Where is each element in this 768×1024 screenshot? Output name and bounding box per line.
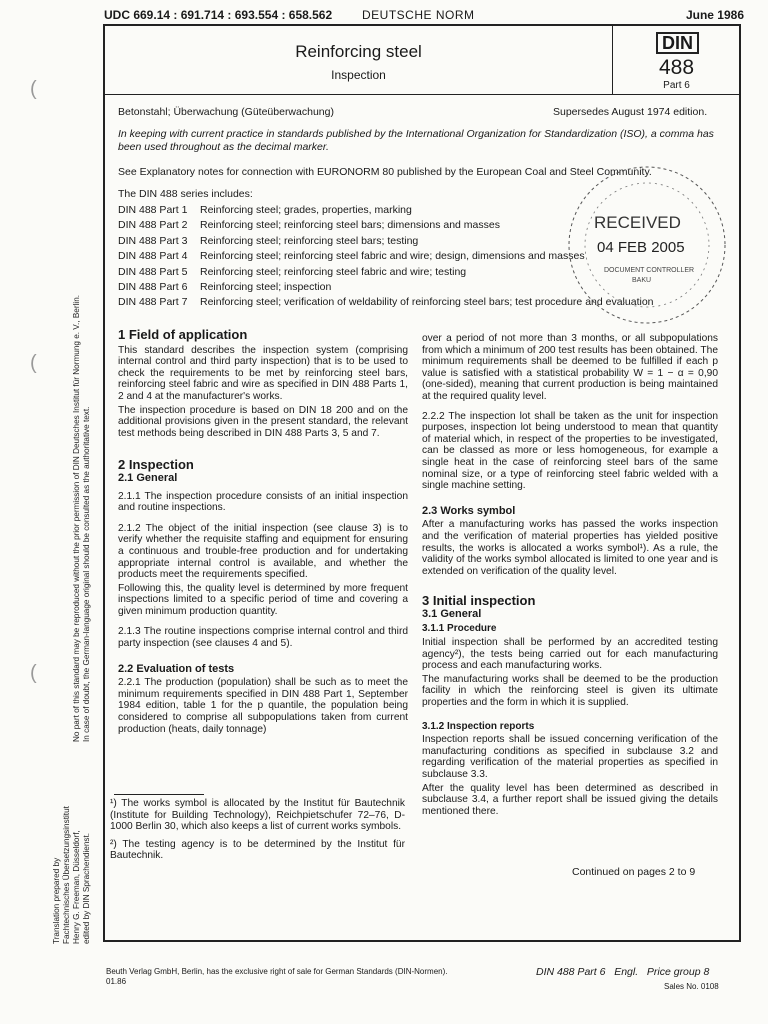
section-2-2-heading: 2.2 Evaluation of tests bbox=[118, 662, 235, 675]
translation-credit-2: Fachtechnisches Übersetzungsinstitut bbox=[62, 806, 71, 944]
list-item: DIN 488 Part 7 Reinforcing steel; verification of weldability of reinforcing steel bars; test procedure and evaluation bbox=[118, 296, 654, 309]
stamp-line2: BAKU bbox=[632, 277, 652, 284]
header-bar bbox=[104, 8, 744, 24]
document-subtitle: Inspection bbox=[331, 68, 386, 82]
section-3-1-heading: 3.1 General bbox=[422, 607, 482, 620]
series-intro: The DIN 488 series includes: bbox=[118, 188, 253, 200]
issue-code: 01.86 bbox=[106, 977, 127, 986]
s222-paragraph: 2.2.2 The inspection lot shall be taken as the unit for inspection purposes, inspection lot being understood to mean that quantity of material which, in respect of the properties to be investigated, can be classed as more or less homogeneous, for example a single heat in the case of reinforcing steel bars of the same nominal size, or a type of reinforcing steel fabric welded with a single machine setting. bbox=[422, 410, 718, 492]
section-3-heading: 3 Initial inspection bbox=[422, 593, 536, 609]
s221-continuation: over a period of not more than 3 months, or all subpopulations from which a minimum of 200 test results has been obtained. The minimum requirements shall be deemed to be fulfilled if each p value is satisfied with a statistical probability W = 1 − α = 0,90 (one-sided), meaning that current production is being maintained at the required quality level. bbox=[422, 333, 718, 402]
footnote-2: ²) The testing agency is to be determined by the Institut für Bautechnik. bbox=[110, 838, 405, 862]
publisher-note: Beuth Verlag GmbH, Berlin, has the exclusive right of sale for German Standards (DIN-Normen). bbox=[106, 967, 448, 976]
section-1-heading: 1 Field of application bbox=[118, 327, 248, 342]
stamp-date: 04 FEB 2005 bbox=[597, 239, 685, 256]
s312-paragraph-2: After the quality level has been determined as described in subclause 3.4, a further report shall be issued giving the details mentioned there. bbox=[422, 782, 718, 817]
translation-credit-1: Translation prepared by bbox=[52, 857, 61, 944]
din-logo: DIN bbox=[656, 32, 699, 54]
list-item: DIN 488 Part 4 Reinforcing steel; reinforcing steel fabric and wire; design, dimensions and masses bbox=[118, 250, 585, 263]
s23-paragraph: After a manufacturing works has passed the works inspection and the verification of material properties has yielded positive results, the works is allocated a works symbol¹). As a rule, the validity of the works symbol allocated is limited to one year and is extended on verification of the quality level. bbox=[422, 519, 718, 577]
section-3-1-1-heading: 3.1.1 Procedure bbox=[422, 623, 497, 635]
section-2-1-heading: 2.1 General bbox=[118, 471, 178, 484]
document-reference: DIN 488 Part 6 Engl. Price group 8 bbox=[536, 966, 710, 978]
s1-paragraph-2: The inspection procedure is based on DIN 18 200 and on the additional provisions given in the present standard, the relevant test methods being described in DIN 488 Parts 3, 5 and 7. bbox=[118, 404, 408, 439]
punch-mark: ( bbox=[30, 662, 37, 684]
s211-paragraph: 2.1.1 The inspection procedure consists of an initial inspection and routine inspections. bbox=[118, 490, 408, 514]
din-number: 488 bbox=[658, 56, 695, 79]
s212b-paragraph: Following this, the quality level is determined by more frequent inspections limited to a specific period of time and covering a given minimum production quantity. bbox=[118, 582, 408, 617]
footnote-rule bbox=[114, 794, 204, 795]
list-item: DIN 488 Part 2 Reinforcing steel; reinforcing steel bars; dimensions and masses bbox=[118, 219, 500, 232]
s312-paragraph-1: Inspection reports shall be issued concerning verification of the manufacturing conditions as specified in subclause 3.2 and regarding verification of the material properties as specified in subclause 3.3. bbox=[422, 734, 718, 780]
section-2-3-heading: 2.3 Works symbol bbox=[422, 504, 516, 517]
s221-paragraph: 2.2.1 The production (population) shall be such as to meet the minimum requirements specified in DIN 488 Part 1, September 1984 edition, table 1 for the p quantile, the population being considered to comprise all subpopulations taken from current production (heats, daily tonnage) bbox=[118, 677, 408, 735]
supersedes-note: Supersedes August 1974 edition. bbox=[553, 106, 708, 118]
din-part: Part 6 bbox=[663, 80, 690, 91]
punch-mark: ( bbox=[30, 352, 37, 374]
s212-paragraph: 2.1.2 The object of the initial inspection (see clause 3) is to verify whether the requisite staffing and equipment for ensuring a continuous and trouble-free production and for undertaking appropriate internal control is available, and whether the products meet the requirements specified. bbox=[118, 522, 408, 581]
din-number-box bbox=[612, 26, 740, 95]
section-2-heading: 2 Inspection bbox=[118, 457, 194, 473]
decimal-marker-note: In keeping with current practice in standards published by the International Organization for Standardization (ISO), a comma has been used throughout as the decimal marker. bbox=[118, 128, 714, 153]
list-item: DIN 488 Part 6 Reinforcing steel; inspection bbox=[118, 280, 332, 293]
continued-note: Continued on pages 2 to 9 bbox=[572, 866, 696, 878]
stamp-received: RECEIVED bbox=[594, 213, 681, 232]
s213-paragraph: 2.1.3 The routine inspections comprise internal control and third party inspection (see clauses 4 and 5). bbox=[118, 626, 408, 650]
copyright-notice: No part of this standard may be reproduced without the prior permission of DIN Deutsches Institut für Normung e. V., Berlin. bbox=[72, 294, 81, 742]
sales-number: Sales No. 0108 bbox=[664, 982, 719, 991]
series-list bbox=[118, 204, 728, 312]
publication-date: June 1986 bbox=[685, 8, 744, 22]
right-column bbox=[422, 333, 718, 819]
list-item: DIN 488 Part 5 Reinforcing steel; reinforcing steel fabric and wire; testing bbox=[118, 265, 467, 278]
explanatory-note: See Explanatory notes for connection with EURONORM 80 published by the European Coal and Steel Community. bbox=[118, 166, 652, 178]
s1-paragraph-1: This standard describes the inspection system (comprising internal control and third party inspection) that is to be used to check the requirements to be met by reinforcing steel bars, reinforcing steel fabric and wire as specified in DIN 488 Parts 1, 2 and 4 at the manufacturer's works. bbox=[118, 344, 408, 402]
list-item: DIN 488 Part 3 Reinforcing steel; reinforcing steel bars; testing bbox=[118, 234, 419, 247]
title-box bbox=[105, 26, 612, 95]
s311-paragraph-2: The manufacturing works shall be deemed to be the production facility in which the reinforcing steel is given its ultimate properties and the form in which it is supplied. bbox=[422, 673, 718, 709]
translation-credit-4: edited by DIN Sprachendienst. bbox=[82, 832, 91, 944]
norm-label: DEUTSCHE NORM bbox=[362, 8, 475, 22]
section-3-1-2-heading: 3.1.2 Inspection reports bbox=[422, 720, 535, 732]
list-item: DIN 488 Part 1 Reinforcing steel; grades, properties, marking bbox=[118, 204, 412, 216]
language-notice: In case of doubt, the German-language original should be consulted as the authoritative text. bbox=[82, 406, 91, 742]
translation-credit-3: Henry G. Freeman, Düsseldorf, bbox=[72, 830, 81, 944]
german-title: Betonstahl; Überwachung (Güteüberwachung) bbox=[118, 106, 334, 118]
s311-paragraph-1: Initial inspection shall be performed by an accredited testing agency²), the tests being carried out for each manufacturing process and each manufacturing works. bbox=[422, 637, 718, 672]
footnote-1: ¹) The works symbol is allocated by the Institut für Bautechnik (Institute for Building Technology), Reichpietschufer 72–76, D-1000 Berlin 30, which also keeps a list of current works symbols. bbox=[110, 798, 405, 833]
udc-code: UDC 669.14 : 691.714 : 693.554 : 658.562 bbox=[104, 8, 333, 22]
footnotes bbox=[110, 798, 405, 864]
document-title: Reinforcing steel bbox=[295, 42, 422, 61]
left-column bbox=[118, 329, 408, 737]
stamp-line1: DOCUMENT CONTROLLER bbox=[604, 267, 695, 274]
punch-mark: ( bbox=[30, 78, 37, 100]
